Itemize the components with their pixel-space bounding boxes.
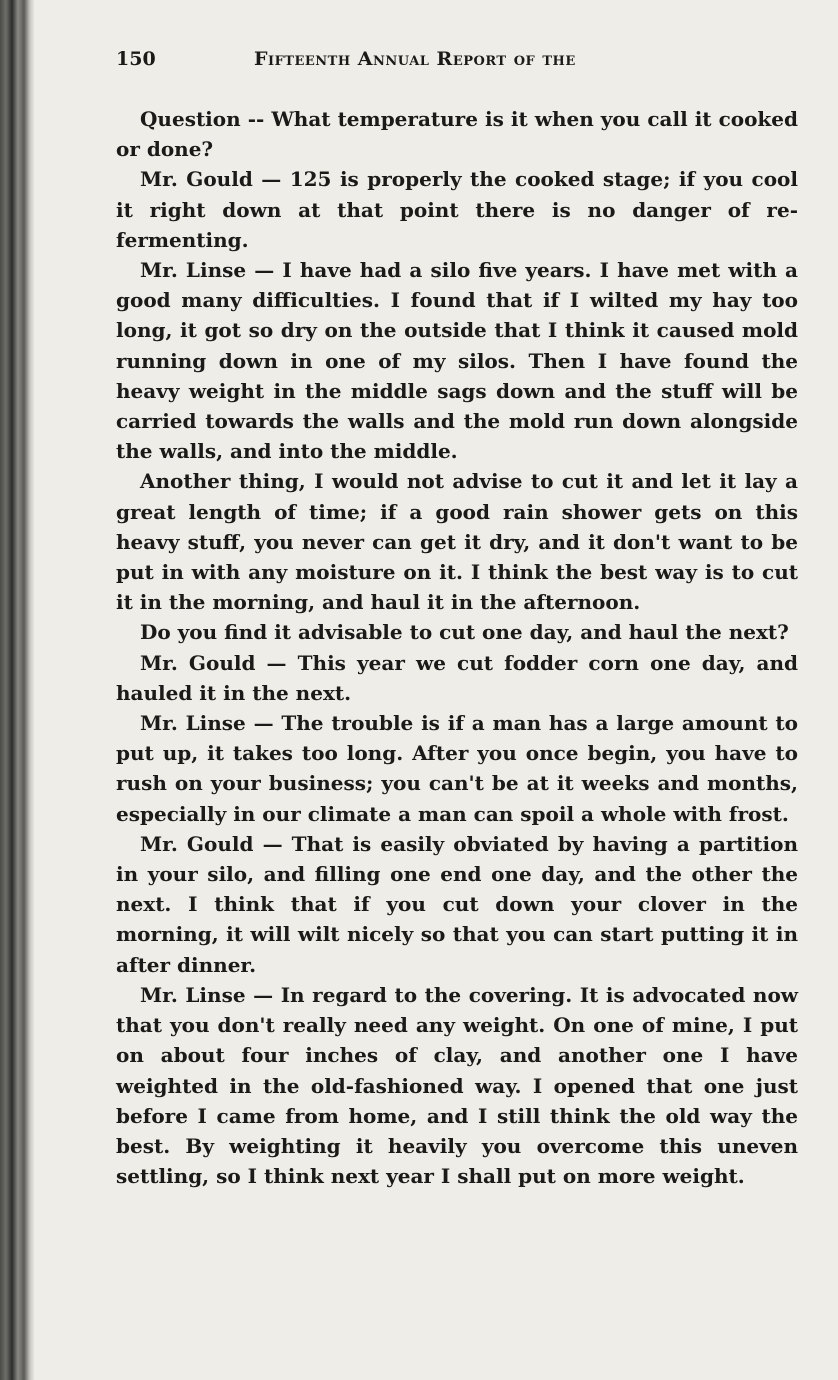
paragraph: Another thing, I would not advise to cut it and let it lay a great length of time; if a good rain shower gets on this heavy stuff, you never can get it dry, and it don't want to be put in with any moisture on it. I think the best way is to cut it in the morning, and haul it in the afternoon. — [116, 469, 798, 615]
paragraph: Mr. Linse — In regard to the covering. It is advocated now that you don't really need any weight. On one of mine, I put on about four inches of clay, and another one I have weighted in the old-fashioned way. I opened that one just before I came from home, and I still think the old way the best. By weighting it heavily you overcome this uneven settling, so I think next year I shall put on more weight. — [116, 982, 798, 1189]
document-page — [116, 48, 798, 1191]
paragraph: Mr. Gould — This year we cut fodder corn one day, and hauled it in the next. — [116, 650, 798, 705]
page-number: 150 — [116, 48, 156, 70]
page-header — [116, 48, 798, 88]
running-head: Fifteenth Annual Report of the — [254, 48, 576, 70]
book-binding-edge — [0, 0, 34, 1380]
paragraph: Mr. Linse — The trouble is if a man has a large amount to put up, it takes too long. After you once begin, you have to rush on your business; you can't be at it weeks and months, especially in our climate a man can spoil a whole with frost. — [116, 711, 798, 826]
paragraph: Question -- What temperature is it when you call it cooked or done? — [116, 107, 798, 162]
paragraph: Mr. Gould — That is easily obviated by having a partition in your silo, and filling one end one day, and the other the next. I think that if you cut down your clover in the morning, it will wilt nicely so that you can start putting it in after dinner. — [116, 831, 798, 977]
paragraph: Mr. Gould — 125 is properly the cooked stage; if you cool it right down at that point there is no danger of re-fermenting. — [116, 167, 798, 252]
body-text — [116, 104, 798, 1191]
paragraph: Mr. Linse — I have had a silo five years. I have met with a good many difficulties. I found that if I wilted my hay too long, it got so dry on the outside that I think it caused mold running down in one of my silos. Then I have found the heavy weight in the middle sags down and the stuff will be carried towards the walls and the mold run down alongside the walls, and into the middle. — [116, 258, 798, 464]
paragraph: Do you find it advisable to cut one day, and haul the next? — [140, 620, 789, 645]
